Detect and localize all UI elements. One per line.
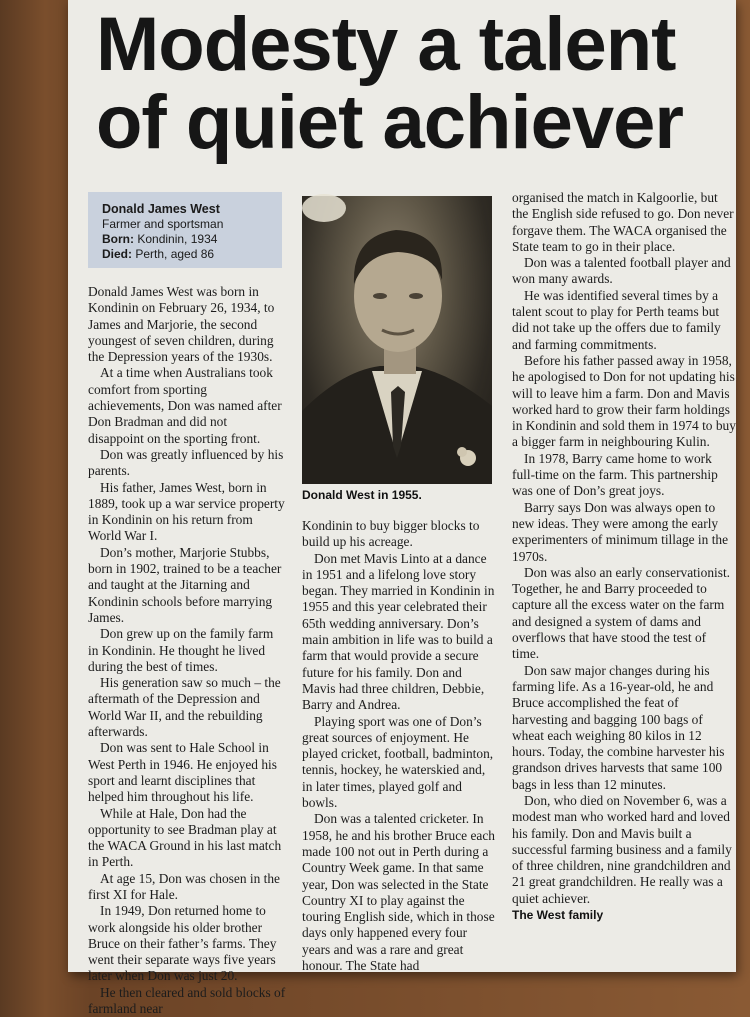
paragraph: Playing sport was one of Don’s great sources of enjoyment. He played cricket, football, badminton, tennis, hockey, he waterskied and, in later times, played golf and bowls. [302, 713, 494, 811]
died-value: Perth, aged 86 [135, 247, 215, 261]
died-label: Died: [102, 247, 132, 261]
subject-occupation: Farmer and sportsman [102, 217, 224, 231]
headline [96, 2, 716, 165]
obituary-info-box [88, 192, 282, 268]
paragraph: His generation saw so much – the aftermath of the Depression and World War II, and the rebuilding afterwards. [88, 675, 281, 740]
paragraph: organised the match in Kalgoorlie, but the English side refused to go. Don never forgave them. The WACA organised the State team to go in their place. [512, 190, 734, 254]
born-line [102, 232, 282, 247]
paragraph: Don, who died on November 6, was a modest man who worked hard and loved his family. Don and Mavis built a successful farming business and a family of three children, nine grandchildren and 21 great grandchildren. He really was a quiet achiever. [512, 792, 732, 906]
portrait-photo [302, 196, 492, 484]
photo-caption: Donald West in 1955. [302, 488, 422, 502]
paragraph: Don was greatly influenced by his parents. [88, 446, 284, 479]
paragraph: Don was sent to Hale School in West Perth in 1946. He enjoyed his sport and learnt disciplines that helped him throughout his life. [88, 740, 277, 805]
paragraph: In 1978, Barry came home to work full-time on the farm. This partnership was one of Don’s great joys. [512, 450, 718, 499]
portrait-illustration [302, 196, 492, 484]
article-column-3 [512, 190, 736, 923]
paragraph: He was identified several times by a talent scout to play for Perth teams but did not take up the offers due to family and farming commitments. [512, 287, 721, 352]
paragraph: While at Hale, Don had the opportunity to see Bradman play at the WACA Ground in his last match in Perth. [88, 805, 282, 870]
article-column-2 [302, 518, 498, 974]
paragraph: Barry says Don was always open to new ideas. They were among the early experimenters of minimum tillage in the 1970s. [512, 499, 729, 564]
headline-line-1: Modesty a talent [96, 2, 676, 87]
paragraph: Don saw major changes during his farming life. As a 16-year-old, he and Bruce accomplished the feat of harvesting and bagging 100 bags of wheat each weighing 80 kilos in 12 hours. Today, the combine harvester his grandson drives harvests that same 100 bags in less than 12 minutes. [512, 662, 725, 792]
paragraph: Don met Mavis Linto at a dance in 1951 and a lifelong love story began. They married in Kondinin in 1955 and this year celebrated their 65th wedding anniversary. Don’s main ambition in life was to build a farm that would provide a secure future for his family. Don and Mavis had three children, Debbie, Barry and Andrea. [302, 550, 495, 713]
paragraph: His father, James West, born in 1889, took up a war service property in Kondinin on his return from World War I. [88, 479, 285, 544]
paragraph: Donald James West was born in Kondinin on February 26, 1934, to James and Marjorie, the second youngest of seven children, during the Depression years of the 1930s. [88, 284, 275, 365]
paragraph: In 1949, Don returned home to work alongside his older brother Bruce on their father’s farms. They went their separate ways five years later when Don was just 20. [88, 903, 277, 984]
paragraph: Don was a talented football player and won many awards. [512, 255, 731, 287]
article-column-1 [88, 284, 286, 1017]
paragraph: He then cleared and sold blocks of farmland near [88, 984, 286, 1017]
paragraph: Kondinin to buy bigger blocks to build up his acreage. [302, 518, 480, 550]
headline-line-2: of quiet achiever [96, 80, 683, 165]
paragraph: Don was also an early conservationist. Together, he and Barry proceeded to capture all the excess water on the farm and designed a system of dams and overflows that have stood the test of time. [512, 564, 731, 662]
born-label: Born: [102, 232, 134, 246]
paragraph: Don was a talented cricketer. In 1958, he and his brother Bruce each made 100 not out in Perth during a Country Week game. In that same year, Don was selected in the State Country XI to play against the touring English side, which in those days only happened every four years and was a rare and great honour. The State had [302, 811, 495, 974]
byline: The West family [512, 908, 604, 923]
subject-name: Donald James West [102, 202, 220, 216]
born-value: Kondinin, 1934 [137, 232, 218, 246]
paragraph: Before his father passed away in 1958, he apologised to Don for not updating his will to leave him a farm. Don and Mavis worked hard to grow their farm holdings in Kondinin and sold them in 1974 to buy a bigger farm in neighbouring Kulin. [512, 352, 736, 450]
paragraph: Don grew up on the family farm in Kondinin. He thought he lived during the best of times. [88, 626, 274, 674]
died-line [102, 247, 282, 262]
paragraph: Don’s mother, Marjorie Stubbs, born in 1902, trained to be a teacher and taught at the Jitarning and Kondinin schools before marrying James. [88, 544, 282, 625]
paragraph: At age 15, Don was chosen in the first XI for Hale. [88, 870, 280, 902]
newspaper-clipping [68, 0, 736, 1017]
paragraph: At a time when Australians took comfort from sporting achievements, Don was named after Don Bradman and did not disappoint on the sporting front. [88, 365, 282, 446]
